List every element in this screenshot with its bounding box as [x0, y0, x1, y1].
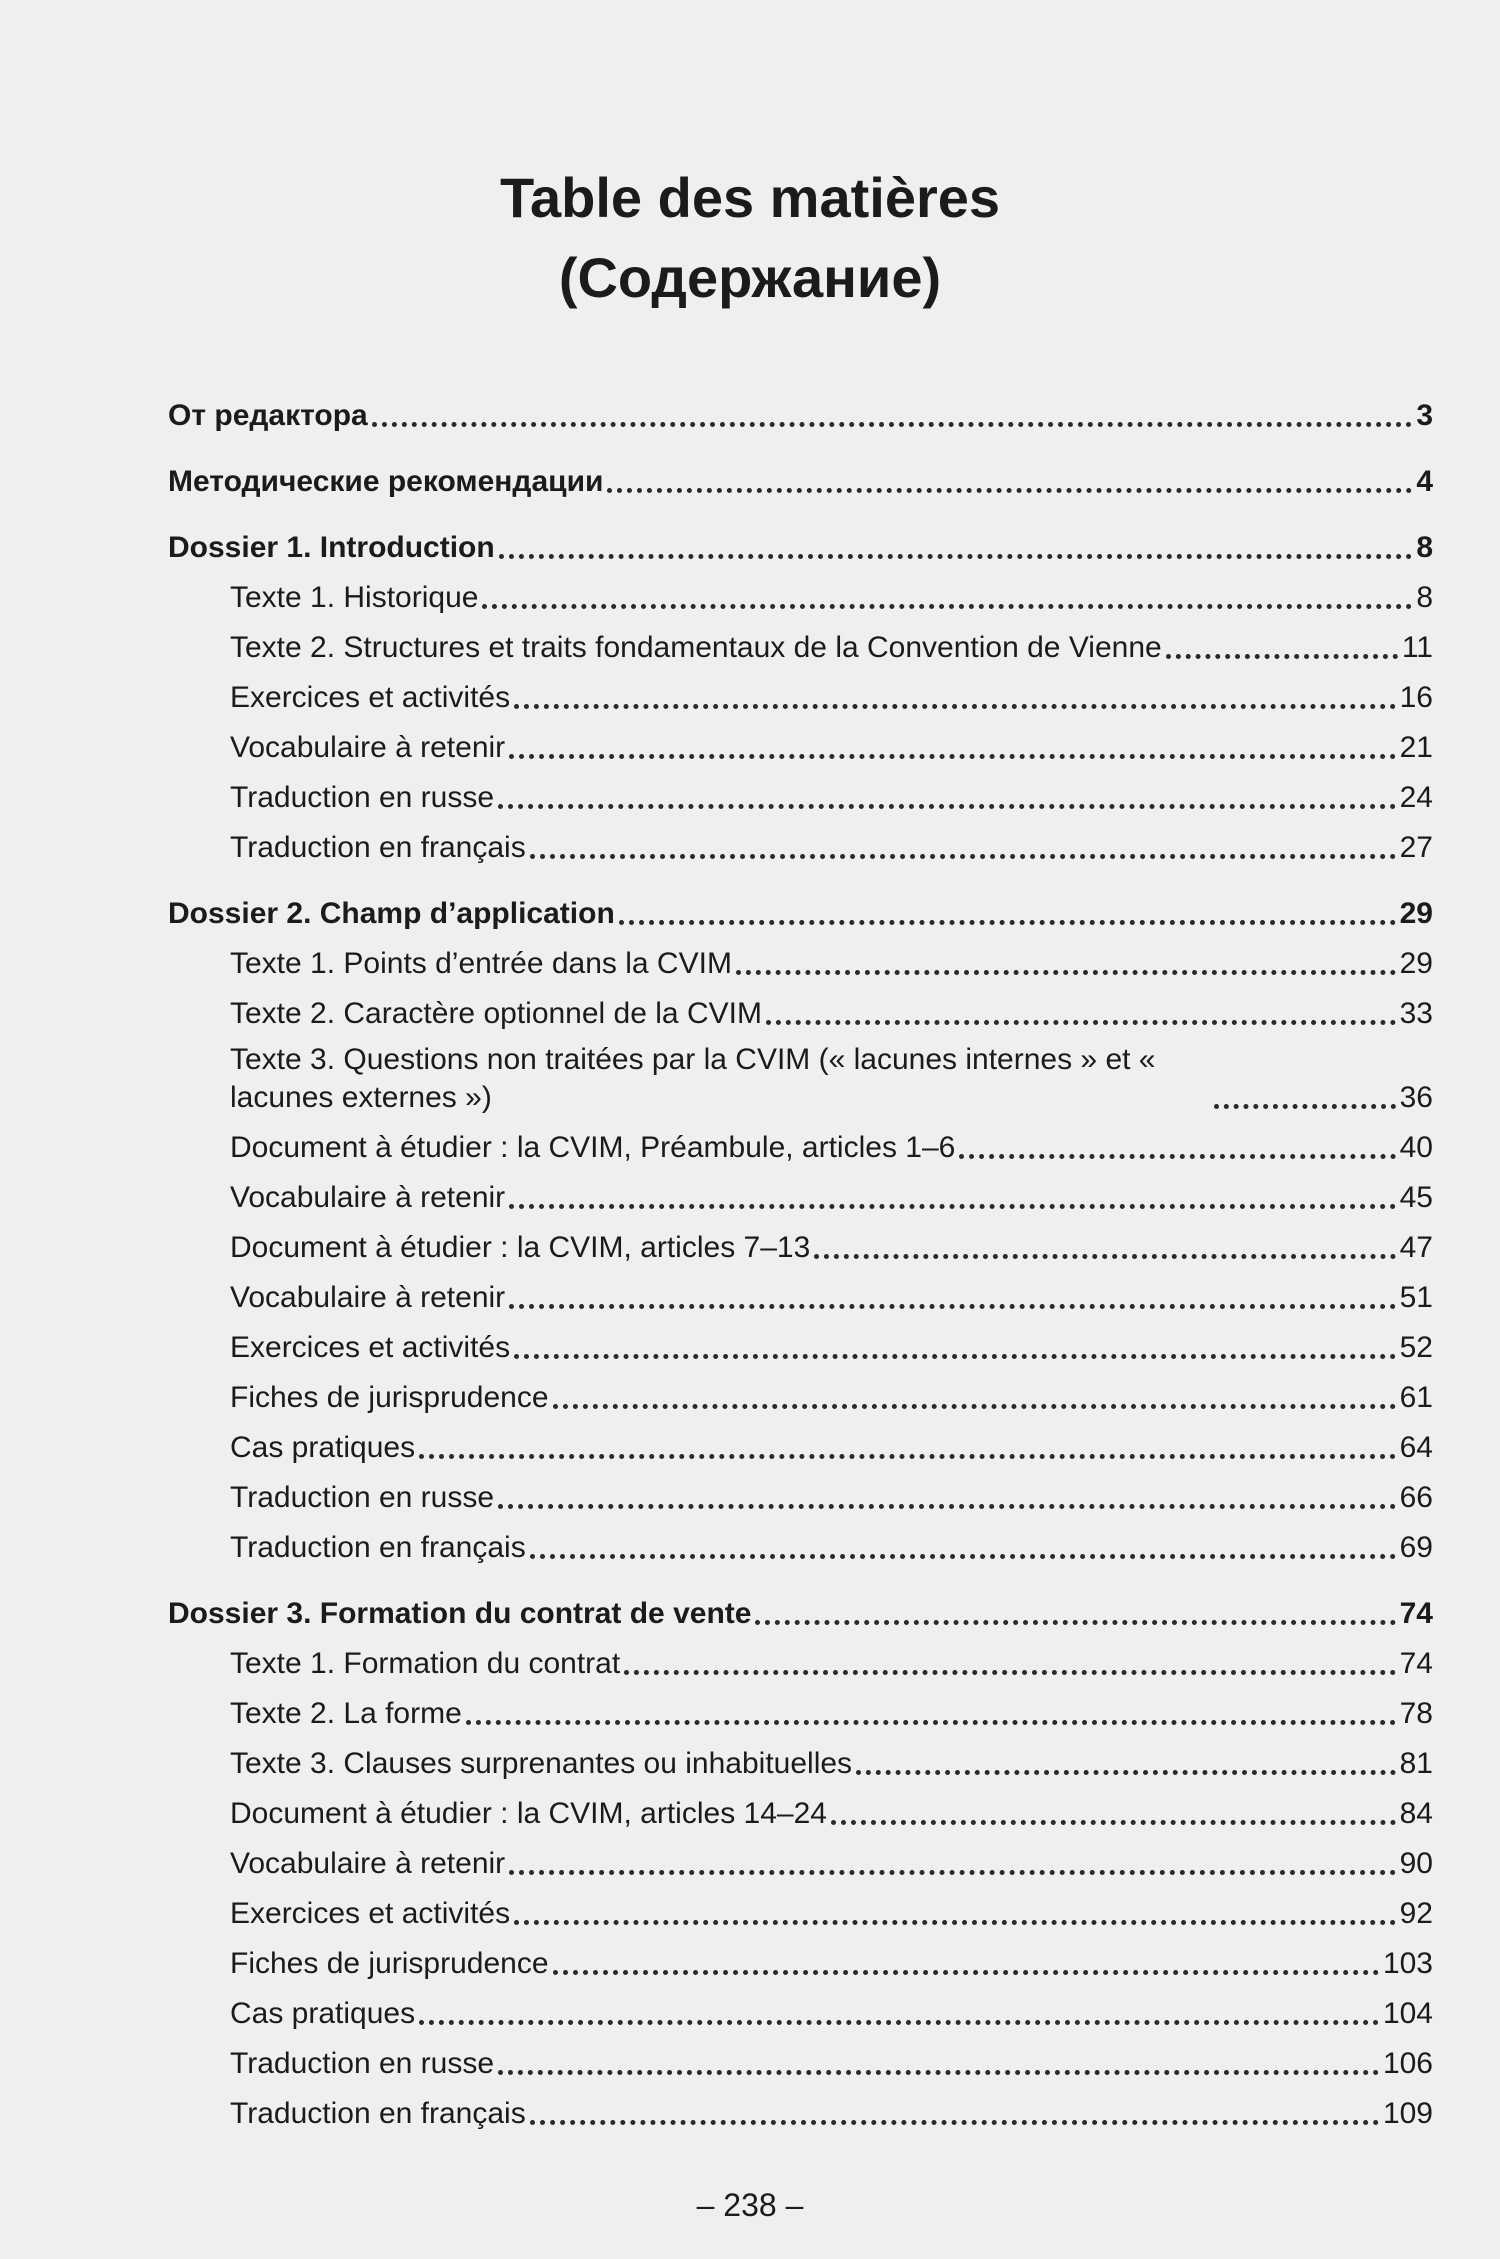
- toc-entry-page: 109: [1382, 2097, 1433, 2130]
- toc-subentry: [168, 667, 1433, 717]
- toc-subentry: [168, 1317, 1433, 1367]
- dot-leader: [530, 1554, 1396, 1559]
- toc-entry-label: Document à étudier : la CVIM, articles 14–24: [230, 1797, 827, 1830]
- dot-leader: [1214, 1104, 1396, 1109]
- toc-entry-page: 103: [1382, 1947, 1433, 1980]
- dot-leader: [482, 604, 1412, 609]
- toc-subentry: [168, 1683, 1433, 1733]
- dot-leader: [498, 2070, 1379, 2075]
- toc-subentry: [168, 1883, 1433, 1933]
- dot-leader: [959, 1154, 1395, 1159]
- toc-subentry: [168, 1117, 1433, 1167]
- dot-leader: [419, 2020, 1379, 2025]
- toc-entry-label: Dossier 2. Champ d’application: [168, 897, 615, 930]
- toc-entry-page: 8: [1416, 531, 1433, 564]
- toc-entry-label: Cas pratiques: [230, 1431, 416, 1464]
- page-title-line-2: (Содержание): [558, 246, 942, 309]
- dot-leader: [766, 1020, 1396, 1025]
- toc-subentry: [168, 983, 1433, 1033]
- toc-entry-label: Traduction en français: [230, 831, 526, 864]
- dot-leader: [1166, 654, 1398, 659]
- page-title: [0, 158, 1500, 318]
- toc-subentry: [168, 1733, 1433, 1783]
- dot-leader: [514, 1920, 1396, 1925]
- toc-entry-label: Traduction en français: [230, 1531, 526, 1564]
- toc-entry-page: 36: [1399, 1081, 1433, 1114]
- toc-entry-page: 90: [1399, 1847, 1433, 1880]
- dot-leader: [530, 854, 1396, 859]
- toc-entry-label: Exercices et activités: [230, 1331, 511, 1364]
- toc-entry-page: 74: [1399, 1647, 1433, 1680]
- toc-subentry: [168, 1633, 1433, 1683]
- toc-entry-page: 104: [1382, 1997, 1433, 2030]
- toc-entry-page: 92: [1399, 1897, 1433, 1930]
- toc-subentry: [168, 1933, 1433, 1983]
- toc-entry-label: Traduction en français: [230, 2097, 526, 2130]
- dot-leader: [372, 422, 1413, 427]
- dot-leader: [466, 1720, 1396, 1725]
- toc-entry-page: 106: [1382, 2047, 1433, 2080]
- dot-leader: [736, 970, 1396, 975]
- toc-subentry: [168, 717, 1433, 767]
- toc-entry-label: Texte 3. Questions non traitées par la CVIM (« lacunes internes » et « lacunes externes »): [230, 1043, 1156, 1114]
- toc-entry-label: Texte 1. Formation du contrat: [230, 1647, 621, 1680]
- toc-entry-page: 61: [1399, 1381, 1433, 1414]
- toc-entry-label: Texte 3. Clauses surprenantes ou inhabituelles: [230, 1747, 853, 1780]
- toc-entry-page: 8: [1416, 581, 1433, 614]
- dot-leader: [514, 1354, 1396, 1359]
- dot-leader: [755, 1620, 1395, 1625]
- toc-entry-label: От редактора: [168, 399, 368, 432]
- toc-subentry: [168, 617, 1433, 667]
- toc-entry-page: 4: [1416, 465, 1433, 498]
- toc-subentry: [168, 1167, 1433, 1217]
- toc-entry-page: 47: [1399, 1231, 1433, 1264]
- toc-section-entry: [168, 385, 1433, 435]
- dot-leader: [856, 1770, 1396, 1775]
- toc-entry-label: Dossier 1. Introduction: [168, 531, 495, 564]
- toc-entry-label: Exercices et activités: [230, 681, 511, 714]
- toc-subentry: [168, 1417, 1433, 1467]
- dot-leader: [509, 1304, 1395, 1309]
- toc-subentry: [168, 2083, 1433, 2133]
- toc-subentry: [168, 1783, 1433, 1833]
- toc-entry-label: Traduction en russe: [230, 781, 495, 814]
- toc-subentry: [168, 1267, 1433, 1317]
- dot-leader: [553, 1970, 1379, 1975]
- toc-entry-label: Dossier 3. Formation du contrat de vente: [168, 1597, 752, 1630]
- toc-entry-label: Vocabulaire à retenir: [230, 1181, 506, 1214]
- page-title-line-1: Table des matières: [499, 166, 1001, 229]
- toc-subentry: [168, 933, 1433, 983]
- toc-entry-label: Cas pratiques: [230, 1997, 416, 2030]
- toc-entry-label: Document à étudier : la CVIM, Préambule, articles 1–6: [230, 1131, 956, 1164]
- toc-entry-page: 27: [1399, 831, 1433, 864]
- toc-entry-label: Texte 1. Historique: [230, 581, 479, 614]
- toc-section-entry: [168, 517, 1433, 567]
- toc-entry-page: 66: [1399, 1481, 1433, 1514]
- toc-entry-page: 45: [1399, 1181, 1433, 1214]
- toc-entry-label: Traduction en russe: [230, 2047, 495, 2080]
- toc-entry-page: 78: [1399, 1697, 1433, 1730]
- dot-leader: [530, 2120, 1379, 2125]
- toc-entry-page: 29: [1399, 947, 1433, 980]
- toc-section-entry: [168, 451, 1433, 501]
- dot-leader: [498, 804, 1396, 809]
- toc-entry-page: 64: [1399, 1431, 1433, 1464]
- toc-entry-page: 24: [1399, 781, 1433, 814]
- table-of-contents: [168, 385, 1433, 2133]
- toc-entry-page: 81: [1399, 1747, 1433, 1780]
- toc-entry-page: 84: [1399, 1797, 1433, 1830]
- dot-leader: [553, 1404, 1396, 1409]
- toc-entry-label: Texte 1. Points d’entrée dans la CVIM: [230, 947, 732, 980]
- toc-subentry: [168, 567, 1433, 617]
- toc-entry-label: Texte 2. Caractère optionnel de la CVIM: [230, 997, 762, 1030]
- toc-entry-label: Vocabulaire à retenir: [230, 731, 506, 764]
- dot-leader: [831, 1820, 1396, 1825]
- toc-subentry: [168, 1833, 1433, 1883]
- toc-entry-page: 29: [1399, 897, 1433, 930]
- toc-entry-page: 69: [1399, 1531, 1433, 1564]
- dot-leader: [814, 1254, 1395, 1259]
- toc-entry-label: Document à étudier : la CVIM, articles 7–13: [230, 1231, 811, 1264]
- dot-leader: [624, 1670, 1395, 1675]
- toc-entry-label: Texte 2. La forme: [230, 1697, 462, 1730]
- toc-entry-page: 3: [1416, 399, 1433, 432]
- toc-subentry: [168, 1033, 1433, 1117]
- toc-subentry: [168, 1367, 1433, 1417]
- toc-entry-page: 51: [1399, 1281, 1433, 1314]
- toc-entry-page: 33: [1399, 997, 1433, 1030]
- dot-leader: [607, 488, 1412, 493]
- toc-subentry: [168, 1983, 1433, 2033]
- toc-entry-page: 40: [1399, 1131, 1433, 1164]
- toc-entry-label: Exercices et activités: [230, 1897, 511, 1930]
- toc-entry-page: 21: [1399, 731, 1433, 764]
- toc-entry-label: Fiches de jurisprudence: [230, 1381, 549, 1414]
- toc-subentry: [168, 1217, 1433, 1267]
- toc-entry-label: Методические рекомендации: [168, 465, 604, 498]
- toc-subentry: [168, 817, 1433, 867]
- dot-leader: [499, 554, 1413, 559]
- toc-subentry: [168, 1467, 1433, 1517]
- toc-section-entry: [168, 1583, 1433, 1633]
- toc-subentry: [168, 1517, 1433, 1567]
- dot-leader: [498, 1504, 1396, 1509]
- page-number: – 238 –: [696, 2187, 804, 2223]
- toc-subentry: [168, 767, 1433, 817]
- toc-entry-page: 52: [1399, 1331, 1433, 1364]
- dot-leader: [514, 704, 1396, 709]
- toc-entry-label: Texte 2. Structures et traits fondamentaux de la Convention de Vienne: [230, 631, 1162, 664]
- toc-entry-page: 11: [1401, 631, 1433, 664]
- dot-leader: [509, 1870, 1395, 1875]
- toc-entry-page: 74: [1399, 1597, 1433, 1630]
- toc-entry-label: Fiches de jurisprudence: [230, 1947, 549, 1980]
- toc-entry-label: Traduction en russe: [230, 1481, 495, 1514]
- toc-subentry: [168, 2033, 1433, 2083]
- dot-leader: [509, 754, 1395, 759]
- dot-leader: [509, 1204, 1395, 1209]
- dot-leader: [419, 1454, 1396, 1459]
- toc-entry-page: 16: [1399, 681, 1433, 714]
- dot-leader: [619, 920, 1396, 925]
- toc-entry-label: Vocabulaire à retenir: [230, 1281, 506, 1314]
- toc-entry-label: Vocabulaire à retenir: [230, 1847, 506, 1880]
- toc-section-entry: [168, 883, 1433, 933]
